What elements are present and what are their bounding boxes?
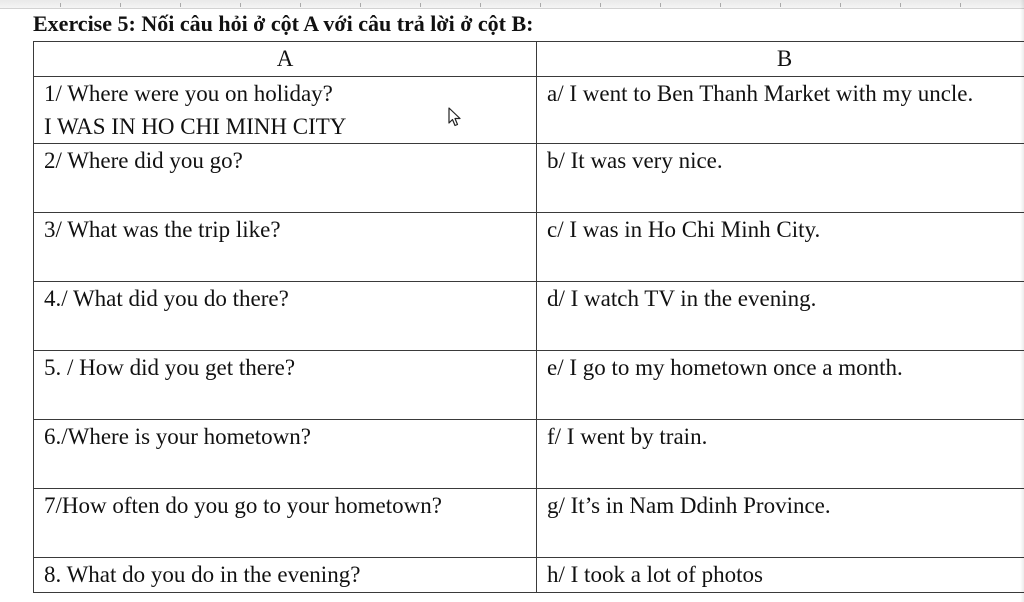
table-row (34, 213, 1024, 282)
table-row (34, 351, 1024, 420)
question-cell[interactable] (34, 144, 537, 213)
answer-cell[interactable] (537, 351, 1024, 420)
answer-text: g/ It’s in Nam Ddinh Province. (547, 493, 831, 518)
answer-cell[interactable] (537, 144, 1024, 213)
question-text: 4./ What did you do there? (44, 286, 289, 311)
answer-cell[interactable] (537, 489, 1024, 558)
table-row (34, 144, 1024, 213)
answer-cell[interactable] (537, 420, 1024, 489)
answer-text: f/ I went by train. (547, 424, 708, 449)
table-row (34, 489, 1024, 558)
question-cell[interactable] (34, 420, 537, 489)
table-row (34, 558, 1024, 593)
typed-answer: I WAS IN HO CHI MINH CITY (44, 114, 347, 139)
question-cell[interactable] (34, 351, 537, 420)
answer-cell[interactable] (537, 558, 1024, 593)
answer-text: d/ I watch TV in the evening. (547, 286, 817, 311)
page-edge-shadow (1020, 0, 1024, 602)
column-a-header: A (34, 42, 537, 77)
question-text: 5. / How did you get there? (44, 355, 296, 380)
matching-table (33, 41, 1024, 593)
answer-text: a/ I went to Ben Thanh Market with my uncle. (547, 81, 974, 106)
column-b-header: B (537, 42, 1024, 77)
question-text: 7/How often do you go to your hometown? (44, 493, 442, 518)
question-text: 6./Where is your hometown? (44, 424, 311, 449)
question-cell[interactable] (34, 558, 537, 593)
table-header-row (34, 42, 1024, 77)
question-text: 1/ Where were you on holiday? (44, 81, 333, 106)
exercise-title: Exercise 5: Nối câu hỏi ở cột A với câu trả lời ở cột B: (33, 11, 534, 36)
table-row (34, 420, 1024, 489)
question-cell[interactable] (34, 282, 537, 351)
question-text: 8. What do you do in the evening? (44, 562, 361, 587)
answer-cell[interactable] (537, 77, 1024, 144)
question-cell[interactable] (34, 489, 537, 558)
answer-text: c/ I was in Ho Chi Minh City. (547, 217, 821, 242)
question-cell[interactable] (34, 213, 537, 282)
ruler (0, 0, 1024, 9)
mouse-pointer-icon (448, 107, 462, 127)
question-text: 2/ Where did you go? (44, 148, 243, 173)
question-text: 3/ What was the trip like? (44, 217, 281, 242)
answer-text: h/ I took a lot of photos (547, 562, 763, 587)
answer-cell[interactable] (537, 282, 1024, 351)
answer-text: e/ I go to my hometown once a month. (547, 355, 903, 380)
table-row (34, 282, 1024, 351)
answer-text: b/ It was very nice. (547, 148, 723, 173)
answer-cell[interactable] (537, 213, 1024, 282)
table-row (34, 77, 1024, 144)
